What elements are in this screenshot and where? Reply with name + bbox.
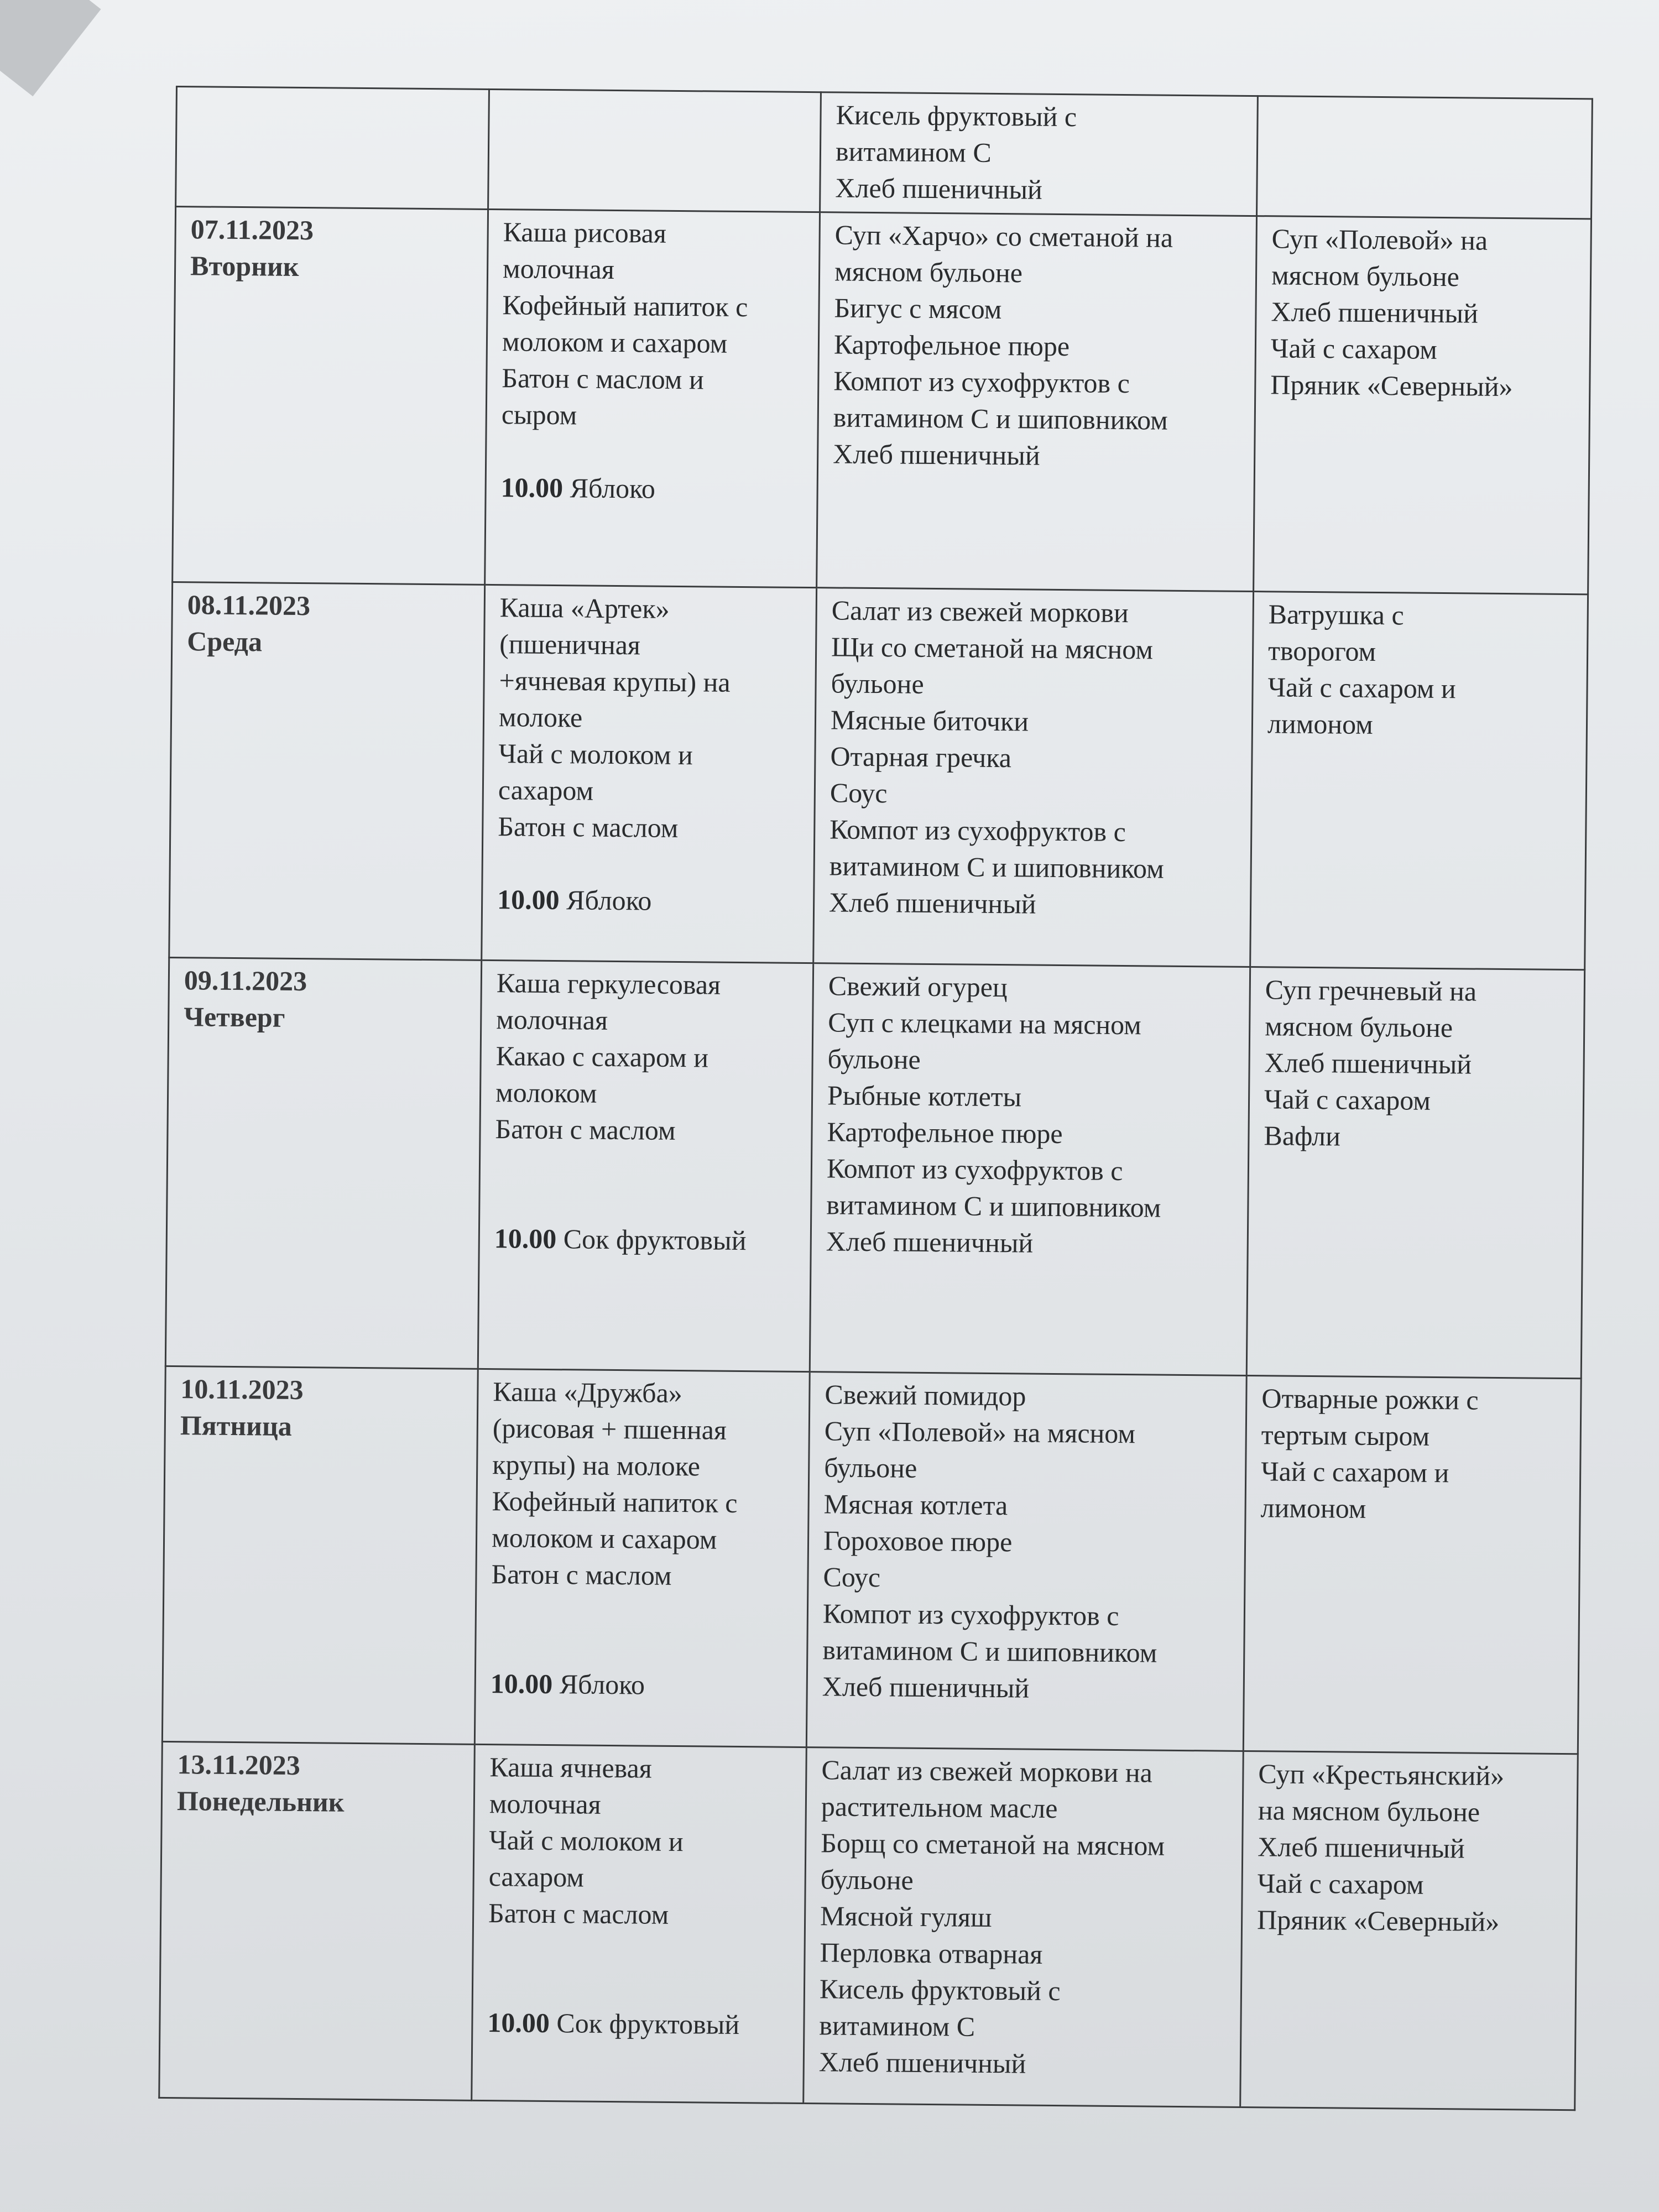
breakfast-item: Батон с маслом xyxy=(488,1897,669,1930)
table-row xyxy=(176,87,1593,219)
lunch-item: Компот из сухофруктов с xyxy=(822,1598,1119,1631)
afternoon-cell xyxy=(1254,216,1592,594)
table-row xyxy=(159,1741,1578,2110)
afternoon-item: Вафли xyxy=(1264,1120,1341,1152)
menu-table xyxy=(158,86,1593,2111)
lunch-item: Бигус с мясом xyxy=(834,292,1002,325)
breakfast-item: +ячневая крупы) на xyxy=(499,665,731,698)
date-cell xyxy=(176,87,489,210)
breakfast-cell xyxy=(474,1369,810,1747)
snack-item: Яблоко xyxy=(570,472,656,504)
lunch-item: Кисель фруктовый с xyxy=(819,1973,1061,2007)
afternoon-item: Хлеб пшеничный xyxy=(1271,296,1479,329)
lunch-item: витамином С и шиповником xyxy=(826,1189,1161,1223)
snack-item: Сок фруктовый xyxy=(556,2007,740,2041)
lunch-item: Суп «Харчо» со сметаной на xyxy=(834,219,1173,253)
lunch-item: бульоне xyxy=(827,1043,921,1075)
afternoon-item: Хлеб пшеничный xyxy=(1264,1047,1472,1080)
afternoon-item: Пряник «Северный» xyxy=(1256,1904,1500,1938)
breakfast-item: Кофейный напиток с xyxy=(502,289,748,323)
lunch-item: Хлеб пшеничный xyxy=(835,172,1043,205)
lunch-item: Хлеб пшеничный xyxy=(826,1225,1034,1259)
weekday-text xyxy=(192,91,474,93)
breakfast-cell xyxy=(482,585,817,963)
lunch-item: Кисель фруктовый с xyxy=(836,99,1077,133)
weekday-text: Вторник xyxy=(190,250,299,282)
lunch-item: мясном бульоне xyxy=(834,255,1023,289)
date-cell xyxy=(162,1366,478,1744)
lunch-item: Мясная котлета xyxy=(823,1488,1008,1521)
lunch-item: растительном масле xyxy=(821,1791,1058,1824)
lunch-cell xyxy=(810,963,1250,1376)
lunch-item: бульоне xyxy=(823,1452,917,1484)
lunch-item: витамином С xyxy=(835,135,992,168)
lunch-item: Свежий огурец xyxy=(828,970,1008,1003)
afternoon-cell xyxy=(1246,967,1584,1379)
afternoon-item: тертым сыром xyxy=(1261,1419,1430,1452)
lunch-item: витамином С и шиповником xyxy=(822,1634,1157,1668)
breakfast-item: Батон с маслом xyxy=(498,811,679,843)
lunch-item: Картофельное пюре xyxy=(833,328,1070,362)
afternoon-cell xyxy=(1250,592,1588,970)
lunch-item: витамином С xyxy=(819,2010,975,2042)
afternoon-item: Суп гречневый на xyxy=(1265,974,1477,1007)
table-row xyxy=(173,207,1592,594)
breakfast-item: Чай с молоком и xyxy=(489,1824,684,1858)
breakfast-item: Каша геркулесовая xyxy=(496,967,721,1000)
date-text xyxy=(192,91,474,93)
breakfast-cell xyxy=(488,89,821,212)
lunch-item: Хлеб пшеничный xyxy=(822,1671,1030,1704)
date-text: 08.11.2023 xyxy=(187,589,311,622)
lunch-cell xyxy=(806,1372,1246,1751)
date-cell xyxy=(169,582,485,960)
lunch-item: Хлеб пшеничный xyxy=(828,886,1036,920)
breakfast-item: Батон с маслом xyxy=(491,1558,672,1591)
breakfast-item: (рисовая + пшенная xyxy=(492,1412,727,1446)
breakfast-item: молоке xyxy=(498,701,583,733)
snack-time: 10.00 xyxy=(500,472,564,504)
afternoon-item: мясном бульоне xyxy=(1264,1010,1453,1044)
table-row xyxy=(165,957,1584,1378)
lunch-item: Салат из свежей моркови xyxy=(831,594,1129,629)
breakfast-item: Каша ячневая xyxy=(489,1751,653,1784)
breakfast-item: Батон с маслом xyxy=(495,1113,676,1146)
breakfast-item: (пшеничная xyxy=(499,628,641,661)
second-breakfast xyxy=(491,1665,792,1704)
snack-time: 10.00 xyxy=(487,2007,550,2039)
lunch-item: витамином С и шиповником xyxy=(829,850,1165,884)
lunch-item: витамином С и шиповником xyxy=(833,401,1168,436)
second-breakfast xyxy=(494,1220,796,1259)
breakfast-item: Кофейный напиток с xyxy=(492,1485,738,1519)
second-breakfast xyxy=(500,469,802,508)
lunch-item: бульоне xyxy=(820,1864,914,1896)
lunch-item: Гороховое пюре xyxy=(823,1525,1013,1558)
date-text: 13.11.2023 xyxy=(177,1749,300,1781)
afternoon-item: лимоном xyxy=(1267,708,1374,740)
breakfast-cell xyxy=(485,209,820,587)
afternoon-item: Чай с сахаром и xyxy=(1267,671,1456,705)
lunch-item: Мясные биточки xyxy=(830,704,1029,737)
lunch-item: Суп с клецками на мясном xyxy=(828,1006,1142,1041)
snack-item: Яблоко xyxy=(566,884,652,916)
lunch-cell xyxy=(817,212,1257,592)
breakfast-cell xyxy=(478,960,813,1371)
afternoon-item: мясном бульоне xyxy=(1271,259,1460,293)
table-row xyxy=(169,582,1588,969)
date-text: 10.11.2023 xyxy=(180,1373,304,1406)
afternoon-item: Отварные рожки с xyxy=(1261,1383,1479,1416)
breakfast-item: молоком xyxy=(495,1077,597,1109)
afternoon-item: Чай с сахаром xyxy=(1264,1083,1431,1116)
breakfast-item: молочная xyxy=(502,253,615,285)
afternoon-item: лимоном xyxy=(1260,1492,1366,1524)
breakfast-item: Каша «Дружба» xyxy=(493,1376,683,1409)
lunch-item: Мясной гуляш xyxy=(820,1900,992,1933)
lunch-item: бульоне xyxy=(831,667,924,700)
lunch-item: Борщ со сметаной на мясном xyxy=(821,1827,1165,1861)
weekday-text: Понедельник xyxy=(176,1785,345,1818)
breakfast-item: Какао с сахаром и xyxy=(495,1040,709,1073)
date-cell xyxy=(159,1741,475,2100)
breakfast-item: молоком и сахаром xyxy=(491,1522,717,1555)
afternoon-cell xyxy=(1243,1375,1581,1754)
lunch-item: Картофельное пюре xyxy=(827,1116,1063,1150)
lunch-cell xyxy=(820,92,1258,216)
breakfast-item: Каша рисовая xyxy=(503,216,667,249)
breakfast-item: молочная xyxy=(496,1004,608,1036)
breakfast-item: сахаром xyxy=(498,774,594,806)
lunch-item: Суп «Полевой» на мясном xyxy=(824,1415,1136,1449)
lunch-item: Свежий помидор xyxy=(825,1379,1026,1412)
afternoon-item: творогом xyxy=(1267,635,1376,667)
second-breakfast xyxy=(497,881,799,920)
breakfast-item: сахаром xyxy=(488,1861,585,1893)
afternoon-item: Чай с сахаром и xyxy=(1260,1455,1449,1489)
snack-item: Сок фруктовый xyxy=(563,1223,747,1256)
afternoon-item: Чай с сахаром xyxy=(1270,332,1438,365)
lunch-item: Компот из сухофруктов с xyxy=(833,365,1130,399)
lunch-cell xyxy=(804,1747,1244,2107)
lunch-item: Соус xyxy=(823,1561,881,1593)
weekday-text: Пятница xyxy=(180,1410,293,1442)
lunch-item: Салат из свежей моркови на xyxy=(821,1754,1153,1788)
date-text: 07.11.2023 xyxy=(190,213,314,246)
lunch-item: Хлеб пшеничный xyxy=(818,2046,1026,2079)
lunch-item: Перловка отварная xyxy=(820,1937,1043,1970)
snack-time: 10.00 xyxy=(490,1668,553,1700)
second-breakfast xyxy=(487,2004,789,2043)
breakfast-item: Батон с маслом и xyxy=(502,362,704,395)
date-text: 09.11.2023 xyxy=(184,964,307,997)
afternoon-item: Хлеб пшеничный xyxy=(1258,1831,1465,1864)
afternoon-item: Ватрушка с xyxy=(1268,598,1404,631)
lunch-item: Соус xyxy=(830,777,888,809)
lunch-item: Щи со сметаной на мясном xyxy=(831,631,1154,665)
breakfast-cell xyxy=(472,1744,807,2103)
lunch-item: Компот из сухофруктов с xyxy=(826,1152,1123,1187)
date-cell xyxy=(165,957,481,1369)
afternoon-item: Пряник «Северный» xyxy=(1270,369,1513,403)
lunch-item: Отарная гречка xyxy=(830,740,1012,774)
lunch-item: Рыбные котлеты xyxy=(827,1079,1022,1113)
breakfast-item: Каша «Артек» xyxy=(499,592,670,624)
afternoon-item: Суп «Полевой» на xyxy=(1271,223,1488,256)
afternoon-cell xyxy=(1240,1751,1578,2110)
snack-time: 10.00 xyxy=(497,884,560,916)
weekday-text: Четверг xyxy=(184,1001,285,1033)
weekday-text: Среда xyxy=(186,625,263,658)
afternoon-item: Суп «Крестьянский» xyxy=(1258,1758,1505,1792)
breakfast-item: молочная xyxy=(489,1788,601,1820)
breakfast-item: молоком и сахаром xyxy=(502,326,728,359)
snack-time: 10.00 xyxy=(494,1223,557,1255)
breakfast-item: Чай с молоком и xyxy=(498,738,693,771)
afternoon-item: на мясном бульоне xyxy=(1258,1794,1480,1828)
table-row xyxy=(162,1366,1581,1754)
afternoon-cell xyxy=(1257,96,1593,219)
afternoon-item: Чай с сахаром xyxy=(1257,1867,1424,1900)
lunch-item: Хлеб пшеничный xyxy=(832,438,1040,471)
paper-corner-shadow xyxy=(0,0,101,96)
snack-item: Яблоко xyxy=(559,1668,645,1700)
lunch-item: Компот из сухофруктов с xyxy=(830,813,1126,848)
breakfast-item: крупы) на молоке xyxy=(492,1449,701,1482)
lunch-cell xyxy=(813,588,1254,967)
menu-table-body xyxy=(159,87,1593,2110)
breakfast-item: сыром xyxy=(501,399,577,431)
date-cell xyxy=(173,207,488,585)
